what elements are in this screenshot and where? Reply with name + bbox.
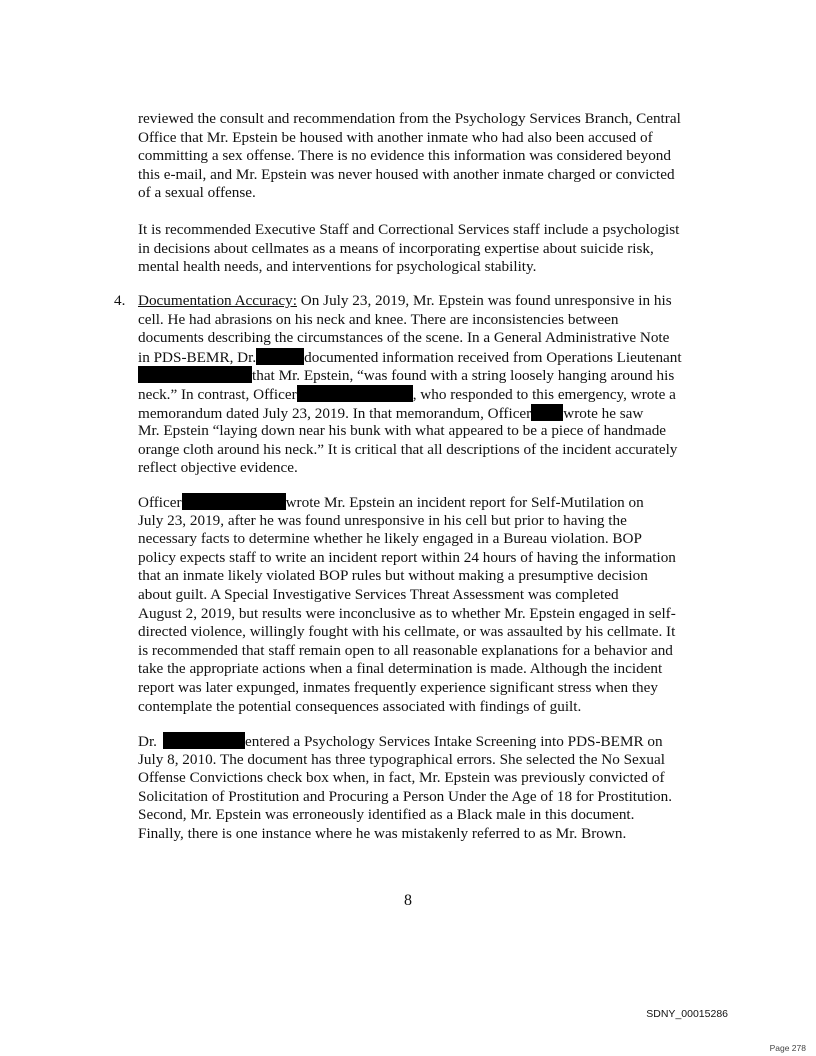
redaction-box (531, 404, 563, 421)
text-run: in PDS-BEMR, Dr. (138, 348, 257, 366)
paragraph-incident-report (138, 493, 714, 716)
text-line: take the appropriate actions when a final determination is made. Although the incident (138, 660, 663, 678)
text-line: report was later expunged, inmates frequently experience significant stress when they (138, 678, 658, 696)
redaction-box (256, 348, 304, 365)
text-line (138, 348, 714, 367)
text-line: of a sexual offense. (138, 184, 256, 202)
text-run: that Mr. Epstein, “was found with a string loosely hanging around his (252, 367, 675, 385)
text-line: August 2, 2019, but results were inconclusive as to whether Mr. Epstein engaged in self- (138, 604, 676, 622)
text-line: Second, Mr. Epstein was erroneously identified as a Black male in this document. (138, 806, 635, 824)
text-line: Solicitation of Prostitution and Procuring a Person Under the Age of 18 for Prostitution. (138, 787, 673, 805)
page-reference: Page 278 (769, 1043, 806, 1053)
text-run: entered a Psychology Services Intake Screening into PDS-BEMR on (244, 733, 663, 750)
text-line (138, 366, 714, 385)
text-run: memorandum dated July 23, 2019. In that memorandum, Officer (138, 404, 532, 422)
text-line: Mr. Epstein “laying down near his bunk with what appeared to be a piece of handmade (138, 422, 667, 440)
text-run: On July 23, 2019, Mr. Epstein was found unresponsive in his (297, 292, 672, 309)
text-line: directed violence, willingly fought with his cellmate, or was assaulted by his cellmate. It (138, 623, 676, 641)
text-line: that an inmate likely violated BOP rules but without making a presumptive decision (138, 567, 648, 585)
text-line: Offense Convictions check box when, in fact, Mr. Epstein was previously convicted of (138, 769, 665, 787)
text-line (138, 385, 714, 404)
paragraph-documentation-accuracy (138, 292, 714, 478)
text-run: documented information received from Operations Lieutenant (304, 348, 682, 366)
text-line: reviewed the consult and recommendation from the Psychology Services Branch, Central (138, 110, 681, 127)
text-run: wrote he saw (563, 404, 644, 422)
text-line: It is recommended Executive Staff and Correctional Services staff include a psychologist (138, 221, 680, 238)
text-line: contemplate the potential consequences associated with findings of guilt. (138, 697, 582, 715)
redaction-box (182, 493, 286, 510)
text-run: Dr. (138, 733, 157, 750)
text-line: this e-mail, and Mr. Epstein was never housed with another inmate charged or convicted (138, 165, 675, 183)
redaction-box (138, 366, 252, 383)
bates-number: SDNY_00015286 (646, 1008, 728, 1020)
text-line: necessary facts to determine whether he likely engaged in a Bureau violation. BOP (138, 530, 642, 548)
text-line: orange cloth around his neck.” It is critical that all descriptions of the incident accurately (138, 440, 678, 458)
redaction-box (163, 732, 245, 749)
page-number: 8 (404, 892, 412, 909)
text-line: Office that Mr. Epstein be housed with another inmate who had also been accused of (138, 128, 653, 146)
text-line (138, 292, 714, 311)
paragraph-intake-screening (138, 732, 714, 844)
text-line: mental health needs, and interventions for psychological stability. (138, 258, 537, 276)
text-line (138, 493, 714, 512)
list-number: 4. (114, 292, 126, 309)
text-line: documents describing the circumstances of the scene. In a General Administrative Note (138, 329, 670, 347)
text-line: Finally, there is one instance where he was mistakenly referred to as Mr. Brown. (138, 824, 627, 842)
text-line: policy expects staff to write an incident report within 24 hours of having the information (138, 548, 676, 566)
text-line: reflect objective evidence. (138, 459, 298, 477)
section-heading: Documentation Accuracy: (138, 292, 297, 309)
text-run: neck.” In contrast, Officer (138, 385, 297, 403)
text-line (138, 732, 714, 751)
paragraph-recommendation (138, 221, 714, 277)
text-line: cell. He had abrasions on his neck and knee. There are inconsistencies between (138, 310, 619, 328)
text-run: , who responded to this emergency, wrote a (412, 385, 676, 403)
text-line: is recommended that staff remain open to all reasonable explanations for a behavior and (138, 641, 673, 659)
text-run: Officer (138, 494, 182, 511)
paragraph-cellmate-consult (138, 110, 714, 203)
text-line: July 8, 2010. The document has three typographical errors. She selected the No Sexual (138, 750, 665, 768)
text-line: committing a sex offense. There is no evidence this information was considered beyond (138, 147, 671, 165)
text-line: in decisions about cellmates as a means of incorporating expertise about suicide risk, (138, 239, 654, 257)
text-line: July 23, 2019, after he was found unresponsive in his cell but prior to having the (138, 511, 627, 529)
redaction-box (297, 385, 413, 402)
text-line: about guilt. A Special Investigative Services Threat Assessment was completed (138, 585, 619, 603)
text-run: wrote Mr. Epstein an incident report for Self-Mutilation on (285, 494, 644, 511)
text-line (138, 404, 714, 423)
